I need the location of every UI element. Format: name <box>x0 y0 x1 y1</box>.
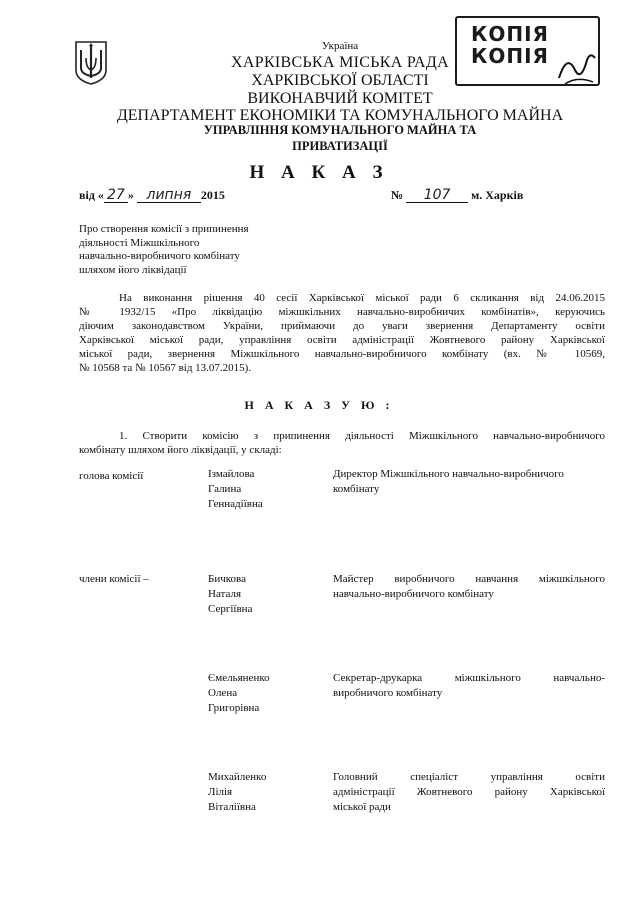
number-prefix: № <box>391 188 404 202</box>
position-line: Директор Міжшкільного навчально-виробничого <box>333 468 564 480</box>
position-line: Головний спеціаліст управління освіти <box>333 771 605 783</box>
item-1-line: комбінату шляхом його ліквідації, у складі: <box>79 444 282 456</box>
stamp-text-top: КОПІЯ <box>471 22 549 46</box>
date-prefix: від « <box>79 188 104 202</box>
first-name: Наталя <box>208 588 242 600</box>
subject-line: Про створення комісії з припинення <box>79 223 249 235</box>
date-month: липня <box>137 188 201 203</box>
subject-line: навчально-виробничого комбінату <box>79 250 240 262</box>
order-number <box>391 188 523 203</box>
order-subject <box>79 223 299 277</box>
order-operative-heading: Н А К А З У Ю : <box>244 398 394 412</box>
commission-member-name <box>208 572 252 617</box>
subject-line: діяльності Міжшкільного <box>79 236 200 249</box>
header-council: ХАРКІВСЬКА МІСЬКА РАДА <box>231 54 449 71</box>
header-country: Україна <box>321 40 359 52</box>
commission-head-label: голова комісії <box>79 470 144 482</box>
header-committee: ВИКОНАВЧИЙ КОМІТЕТ <box>247 90 433 107</box>
order-place: м. Харків <box>471 188 524 202</box>
number-value: 107 <box>406 188 468 203</box>
preamble-line: № 10568 та № 10567 від 13.07.2015). <box>79 362 252 374</box>
patronymic: Віталіївна <box>208 801 256 813</box>
commission-head-name <box>208 467 263 512</box>
position-line: Майстер виробничого навчання міжшкільного <box>333 573 605 585</box>
item-1-line: 1. Створити комісію з припинення діяльності Міжшкільного навчально-виробничого <box>119 430 605 442</box>
commission-member-name <box>208 671 270 716</box>
commission-member-name <box>208 770 266 815</box>
date-mid: » <box>127 188 134 202</box>
commission-head-position <box>333 467 605 497</box>
surname: Ізмайлова <box>208 468 255 480</box>
preamble-line: № 1932/15 «Про ліквідацію міжшкільних навчально-виробничих комбінатів», керуючись <box>79 306 605 318</box>
surname: Ємельяненко <box>208 672 270 684</box>
header-region: ХАРКІВСЬКОЇ ОБЛАСТІ <box>251 72 429 89</box>
header-unit-line2: ПРИВАТИЗАЦІЇ <box>292 139 388 153</box>
order-title: Н А К А З <box>249 162 389 183</box>
commission-member-position <box>333 572 605 602</box>
date-day: 27 <box>104 188 128 203</box>
position-line: міської ради <box>333 801 391 813</box>
position-line: виробничого комбінату <box>333 687 443 699</box>
first-name: Лілія <box>208 786 233 798</box>
preamble-line: На виконання рішення 40 сесії Харківської міської ради 6 скликання від 24.06.2015 <box>119 292 605 304</box>
commission-member-position <box>333 671 605 701</box>
position-line: адміністрації Жовтневого району Харківської <box>333 786 605 798</box>
position-line: комбінату <box>333 483 380 495</box>
stamp-text-bottom: КОПІЯ <box>471 44 549 68</box>
commission-member-position <box>333 770 605 815</box>
preamble-paragraph <box>79 291 605 375</box>
surname: Михайленко <box>208 771 267 783</box>
preamble-line: Харківської міської ради, управління освіти адміністрації Жовтневого району Харківської <box>79 334 605 346</box>
first-name: Олена <box>208 687 238 699</box>
subject-line: шляхом його ліквідації <box>79 263 187 276</box>
patronymic: Григорівна <box>208 702 260 714</box>
header-unit-line1: УПРАВЛІННЯ КОМУНАЛЬНОГО МАЙНА ТА <box>203 123 477 137</box>
patronymic: Сергіївна <box>208 603 253 615</box>
preamble-line: діючим законодавством України, приймаючи до уваги звернення Департаменту освіти <box>79 320 605 332</box>
patronymic: Геннадіївна <box>208 498 263 510</box>
commission-members-label: члени комісії – <box>79 573 149 585</box>
date-year: 2015 <box>200 188 225 202</box>
item-1-paragraph <box>79 429 605 457</box>
first-name: Галина <box>208 483 242 495</box>
preamble-line: міської ради, звернення Міжшкільного навчально-виробничого комбінату (вх. № 10569, <box>79 348 605 360</box>
position-line: навчально-виробничого комбінату <box>333 588 494 600</box>
surname: Бичкова <box>208 573 246 585</box>
order-date <box>79 188 225 203</box>
header-department: ДЕПАРТАМЕНТ ЕКОНОМІКИ ТА КОМУНАЛЬНОГО МАЙНА <box>116 107 564 124</box>
position-line: Секретар-друкарка міжшкільного навчально- <box>333 672 605 684</box>
